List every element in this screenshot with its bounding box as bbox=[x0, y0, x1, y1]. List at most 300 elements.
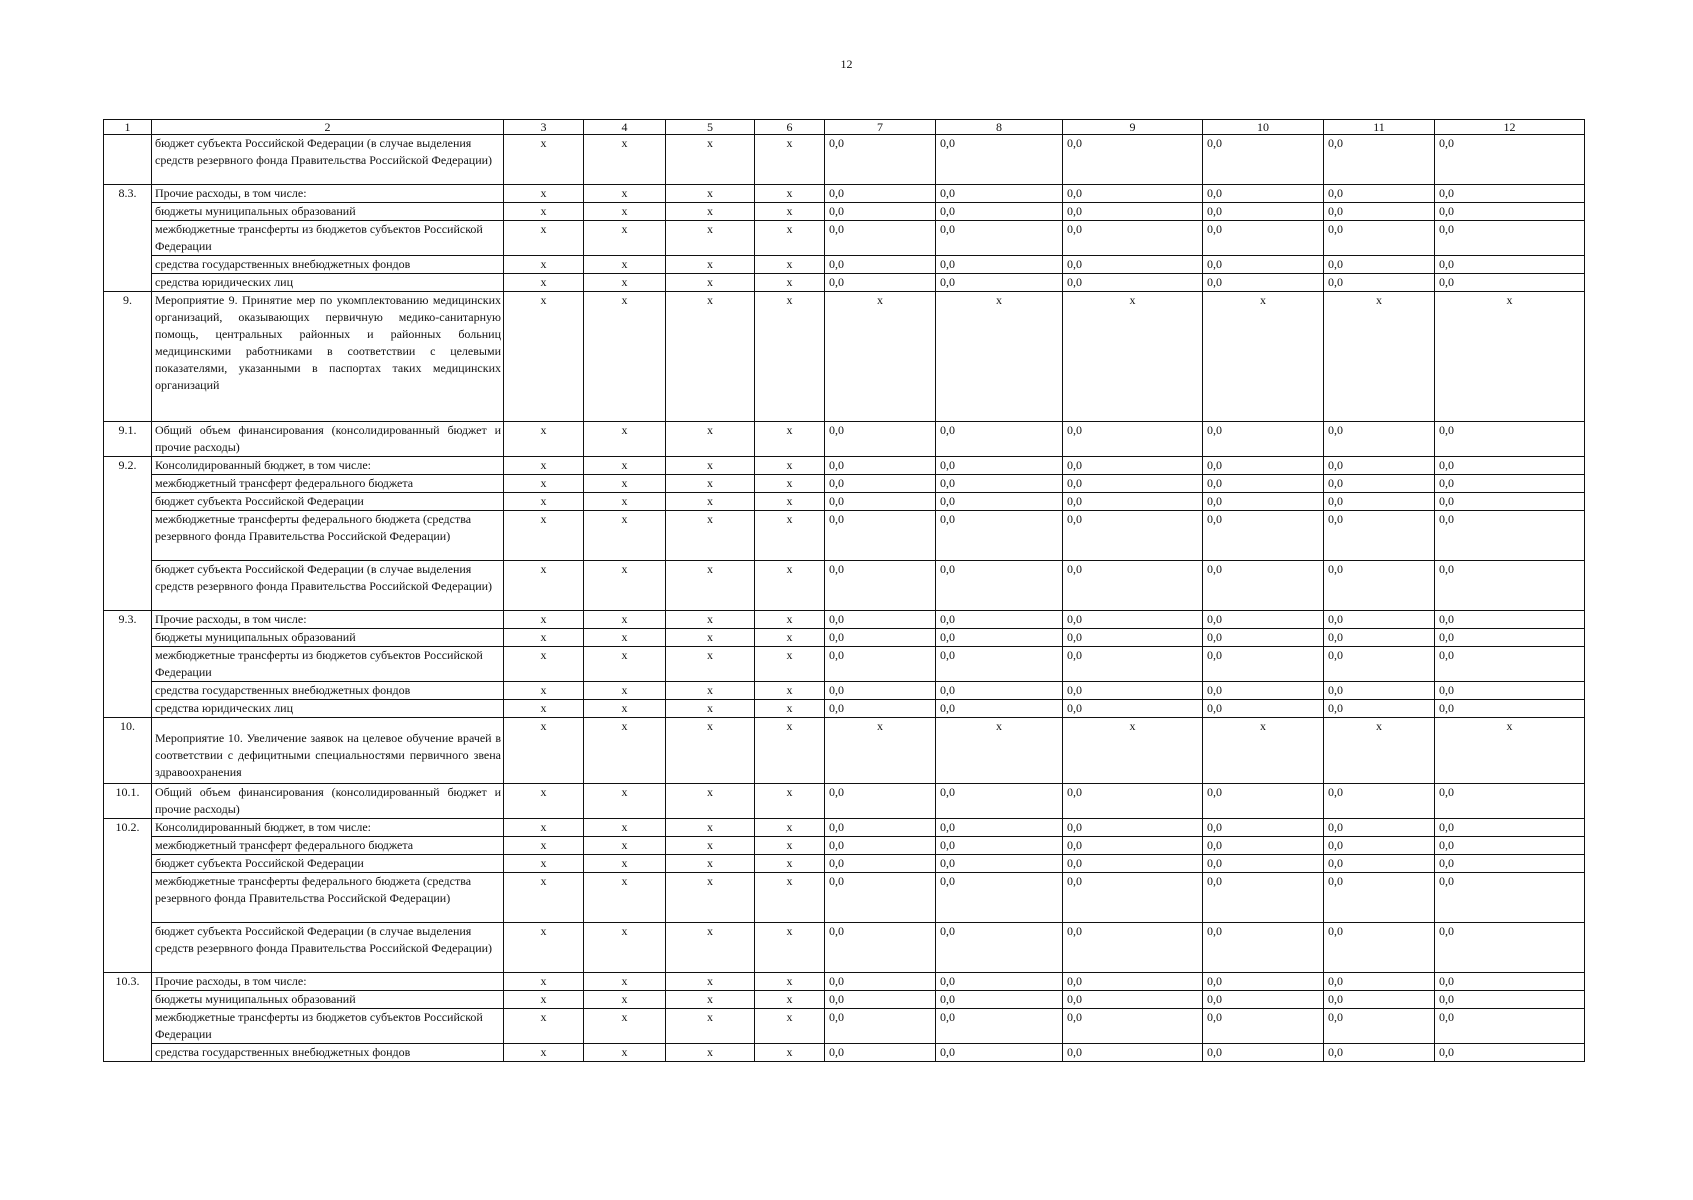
value-cell-col-3: x bbox=[504, 647, 584, 682]
value-cell-col-12: 0,0 bbox=[1435, 1044, 1585, 1062]
value-cell-col-6: x bbox=[755, 1009, 825, 1044]
value-cell-col-6: x bbox=[755, 422, 825, 457]
value-cell-col-10: 0,0 bbox=[1203, 1009, 1324, 1044]
value-cell-col-10: 0,0 bbox=[1203, 422, 1324, 457]
value-cell-col-11: 0,0 bbox=[1324, 647, 1435, 682]
row-description: межбюджетный трансферт федерального бюджета bbox=[152, 475, 504, 493]
value-cell-col-3: x bbox=[504, 629, 584, 647]
value-cell-col-10: 0,0 bbox=[1203, 256, 1324, 274]
value-cell-col-4: x bbox=[584, 819, 666, 837]
table-row bbox=[104, 647, 1585, 682]
value-cell-col-7: 0,0 bbox=[825, 991, 936, 1009]
value-cell-col-3: x bbox=[504, 185, 584, 203]
value-cell-col-8: 0,0 bbox=[936, 682, 1063, 700]
value-cell-col-8: 0,0 bbox=[936, 784, 1063, 819]
value-cell-col-9: 0,0 bbox=[1063, 784, 1203, 819]
value-cell-col-12: 0,0 bbox=[1435, 256, 1585, 274]
value-cell-col-12: 0,0 bbox=[1435, 611, 1585, 629]
value-cell-col-5: x bbox=[666, 923, 755, 973]
value-cell-col-7: 0,0 bbox=[825, 682, 936, 700]
value-cell-col-12: 0,0 bbox=[1435, 185, 1585, 203]
row-description: Мероприятие 9. Принятие мер по укомплектованию медицинских организаций, оказывающих первичную медико-санитарную помощь, центральных районных и районных больниц медицинскими работниками в соответствии с целевыми показателями, указанными в паспортах таких медицинских организаций bbox=[152, 292, 504, 422]
value-cell-col-3: x bbox=[504, 292, 584, 422]
value-cell-col-10: 0,0 bbox=[1203, 221, 1324, 256]
value-cell-col-12: x bbox=[1435, 718, 1585, 784]
value-cell-col-8: 0,0 bbox=[936, 135, 1063, 185]
value-cell-col-9: 0,0 bbox=[1063, 819, 1203, 837]
value-cell-col-10: 0,0 bbox=[1203, 647, 1324, 682]
value-cell-col-6: x bbox=[755, 973, 825, 991]
value-cell-col-6: x bbox=[755, 292, 825, 422]
value-cell-col-3: x bbox=[504, 203, 584, 221]
value-cell-col-4: x bbox=[584, 855, 666, 873]
value-cell-col-10: 0,0 bbox=[1203, 185, 1324, 203]
value-cell-col-4: x bbox=[584, 647, 666, 682]
value-cell-col-7: 0,0 bbox=[825, 493, 936, 511]
value-cell-col-9: x bbox=[1063, 292, 1203, 422]
row-number: 9.1. bbox=[104, 422, 152, 457]
value-cell-col-8: x bbox=[936, 292, 1063, 422]
value-cell-col-10: 0,0 bbox=[1203, 991, 1324, 1009]
value-cell-col-6: x bbox=[755, 923, 825, 973]
value-cell-col-7: 0,0 bbox=[825, 185, 936, 203]
row-description: бюджеты муниципальных образований bbox=[152, 991, 504, 1009]
value-cell-col-7: 0,0 bbox=[825, 647, 936, 682]
value-cell-col-11: 0,0 bbox=[1324, 256, 1435, 274]
value-cell-col-11: 0,0 bbox=[1324, 682, 1435, 700]
value-cell-col-11: x bbox=[1324, 718, 1435, 784]
value-cell-col-9: 0,0 bbox=[1063, 185, 1203, 203]
value-cell-col-3: x bbox=[504, 700, 584, 718]
value-cell-col-3: x bbox=[504, 784, 584, 819]
value-cell-col-11: 0,0 bbox=[1324, 784, 1435, 819]
value-cell-col-12: 0,0 bbox=[1435, 561, 1585, 611]
value-cell-col-6: x bbox=[755, 493, 825, 511]
value-cell-col-3: x bbox=[504, 422, 584, 457]
value-cell-col-11: 0,0 bbox=[1324, 274, 1435, 292]
table-row bbox=[104, 561, 1585, 611]
value-cell-col-5: x bbox=[666, 700, 755, 718]
value-cell-col-9: 0,0 bbox=[1063, 837, 1203, 855]
value-cell-col-5: x bbox=[666, 475, 755, 493]
table-row bbox=[104, 855, 1585, 873]
value-cell-col-4: x bbox=[584, 475, 666, 493]
value-cell-col-3: x bbox=[504, 819, 584, 837]
value-cell-col-8: 0,0 bbox=[936, 422, 1063, 457]
value-cell-col-10: 0,0 bbox=[1203, 475, 1324, 493]
row-description: Мероприятие 10. Увеличение заявок на целевое обучение врачей в соответствии с дефицитными специальностями первичного звена здравоохранения bbox=[152, 718, 504, 784]
value-cell-col-7: 0,0 bbox=[825, 457, 936, 475]
value-cell-col-5: x bbox=[666, 493, 755, 511]
column-header-4: 4 bbox=[584, 120, 666, 135]
value-cell-col-7: 0,0 bbox=[825, 511, 936, 561]
row-description: межбюджетные трансферты из бюджетов субъектов Российской Федерации bbox=[152, 1009, 504, 1044]
value-cell-col-9: 0,0 bbox=[1063, 493, 1203, 511]
value-cell-col-9: 0,0 bbox=[1063, 561, 1203, 611]
row-description: средства государственных внебюджетных фондов bbox=[152, 1044, 504, 1062]
row-description: средства государственных внебюджетных фондов bbox=[152, 256, 504, 274]
table-row bbox=[104, 923, 1585, 973]
value-cell-col-10: 0,0 bbox=[1203, 973, 1324, 991]
value-cell-col-4: x bbox=[584, 923, 666, 973]
value-cell-col-7: 0,0 bbox=[825, 422, 936, 457]
value-cell-col-11: 0,0 bbox=[1324, 700, 1435, 718]
value-cell-col-8: 0,0 bbox=[936, 256, 1063, 274]
value-cell-col-6: x bbox=[755, 457, 825, 475]
table-row bbox=[104, 457, 1585, 475]
value-cell-col-4: x bbox=[584, 511, 666, 561]
value-cell-col-11: 0,0 bbox=[1324, 422, 1435, 457]
value-cell-col-9: 0,0 bbox=[1063, 923, 1203, 973]
value-cell-col-7: 0,0 bbox=[825, 1009, 936, 1044]
value-cell-col-12: x bbox=[1435, 292, 1585, 422]
value-cell-col-10: 0,0 bbox=[1203, 1044, 1324, 1062]
value-cell-col-11: 0,0 bbox=[1324, 457, 1435, 475]
value-cell-col-4: x bbox=[584, 256, 666, 274]
value-cell-col-6: x bbox=[755, 647, 825, 682]
row-description: межбюджетные трансферты федерального бюджета (средства резервного фонда Правительства Российской Федерации) bbox=[152, 873, 504, 923]
column-header-8: 8 bbox=[936, 120, 1063, 135]
column-header-5: 5 bbox=[666, 120, 755, 135]
value-cell-col-4: x bbox=[584, 292, 666, 422]
value-cell-col-7: 0,0 bbox=[825, 135, 936, 185]
value-cell-col-11: 0,0 bbox=[1324, 493, 1435, 511]
value-cell-col-11: 0,0 bbox=[1324, 991, 1435, 1009]
row-description: Прочие расходы, в том числе: bbox=[152, 185, 504, 203]
column-header-1: 1 bbox=[104, 120, 152, 135]
value-cell-col-3: x bbox=[504, 457, 584, 475]
value-cell-col-4: x bbox=[584, 221, 666, 256]
value-cell-col-3: x bbox=[504, 221, 584, 256]
value-cell-col-10: 0,0 bbox=[1203, 855, 1324, 873]
value-cell-col-9: 0,0 bbox=[1063, 1009, 1203, 1044]
value-cell-col-5: x bbox=[666, 991, 755, 1009]
value-cell-col-11: 0,0 bbox=[1324, 1009, 1435, 1044]
value-cell-col-3: x bbox=[504, 561, 584, 611]
value-cell-col-9: 0,0 bbox=[1063, 855, 1203, 873]
value-cell-col-7: 0,0 bbox=[825, 784, 936, 819]
value-cell-col-10: 0,0 bbox=[1203, 784, 1324, 819]
value-cell-col-5: x bbox=[666, 256, 755, 274]
value-cell-col-6: x bbox=[755, 682, 825, 700]
value-cell-col-9: 0,0 bbox=[1063, 611, 1203, 629]
value-cell-col-5: x bbox=[666, 274, 755, 292]
row-description: Прочие расходы, в том числе: bbox=[152, 973, 504, 991]
column-header-9: 9 bbox=[1063, 120, 1203, 135]
value-cell-col-3: x bbox=[504, 611, 584, 629]
value-cell-col-4: x bbox=[584, 718, 666, 784]
value-cell-col-3: x bbox=[504, 991, 584, 1009]
value-cell-col-4: x bbox=[584, 682, 666, 700]
table-row bbox=[104, 1044, 1585, 1062]
value-cell-col-8: 0,0 bbox=[936, 274, 1063, 292]
table-body bbox=[104, 135, 1585, 1062]
value-cell-col-4: x bbox=[584, 135, 666, 185]
row-description: бюджет субъекта Российской Федерации (в случае выделения средств резервного фонда Правительства Российской Федерации) bbox=[152, 923, 504, 973]
value-cell-col-9: x bbox=[1063, 718, 1203, 784]
value-cell-col-5: x bbox=[666, 819, 755, 837]
value-cell-col-3: x bbox=[504, 475, 584, 493]
value-cell-col-6: x bbox=[755, 700, 825, 718]
value-cell-col-4: x bbox=[584, 457, 666, 475]
value-cell-col-7: 0,0 bbox=[825, 923, 936, 973]
value-cell-col-7: 0,0 bbox=[825, 837, 936, 855]
table-row bbox=[104, 185, 1585, 203]
value-cell-col-6: x bbox=[755, 837, 825, 855]
value-cell-col-4: x bbox=[584, 784, 666, 819]
value-cell-col-9: 0,0 bbox=[1063, 629, 1203, 647]
value-cell-col-9: 0,0 bbox=[1063, 873, 1203, 923]
value-cell-col-10: 0,0 bbox=[1203, 135, 1324, 185]
value-cell-col-8: 0,0 bbox=[936, 203, 1063, 221]
value-cell-col-6: x bbox=[755, 855, 825, 873]
value-cell-col-4: x bbox=[584, 185, 666, 203]
value-cell-col-8: 0,0 bbox=[936, 629, 1063, 647]
row-description: Консолидированный бюджет, в том числе: bbox=[152, 819, 504, 837]
value-cell-col-6: x bbox=[755, 629, 825, 647]
value-cell-col-9: 0,0 bbox=[1063, 973, 1203, 991]
value-cell-col-9: 0,0 bbox=[1063, 422, 1203, 457]
value-cell-col-5: x bbox=[666, 292, 755, 422]
value-cell-col-8: 0,0 bbox=[936, 855, 1063, 873]
value-cell-col-12: 0,0 bbox=[1435, 837, 1585, 855]
value-cell-col-12: 0,0 bbox=[1435, 457, 1585, 475]
value-cell-col-7: 0,0 bbox=[825, 819, 936, 837]
column-header-3: 3 bbox=[504, 120, 584, 135]
row-description: межбюджетные трансферты федерального бюджета (средства резервного фонда Правительства Российской Федерации) bbox=[152, 511, 504, 561]
value-cell-col-8: 0,0 bbox=[936, 700, 1063, 718]
value-cell-col-12: 0,0 bbox=[1435, 682, 1585, 700]
budget-table-container bbox=[103, 119, 1585, 1062]
value-cell-col-6: x bbox=[755, 819, 825, 837]
value-cell-col-6: x bbox=[755, 475, 825, 493]
value-cell-col-6: x bbox=[755, 274, 825, 292]
row-number: 9. bbox=[104, 292, 152, 422]
column-header-7: 7 bbox=[825, 120, 936, 135]
value-cell-col-11: 0,0 bbox=[1324, 611, 1435, 629]
table-row bbox=[104, 475, 1585, 493]
value-cell-col-4: x bbox=[584, 422, 666, 457]
row-number bbox=[104, 135, 152, 185]
value-cell-col-11: 0,0 bbox=[1324, 203, 1435, 221]
value-cell-col-5: x bbox=[666, 611, 755, 629]
value-cell-col-5: x bbox=[666, 784, 755, 819]
value-cell-col-11: 0,0 bbox=[1324, 475, 1435, 493]
value-cell-col-11: x bbox=[1324, 292, 1435, 422]
value-cell-col-9: 0,0 bbox=[1063, 647, 1203, 682]
table-row bbox=[104, 682, 1585, 700]
value-cell-col-11: 0,0 bbox=[1324, 1044, 1435, 1062]
value-cell-col-8: 0,0 bbox=[936, 561, 1063, 611]
value-cell-col-6: x bbox=[755, 511, 825, 561]
value-cell-col-8: 0,0 bbox=[936, 511, 1063, 561]
table-row bbox=[104, 203, 1585, 221]
value-cell-col-8: 0,0 bbox=[936, 647, 1063, 682]
value-cell-col-11: 0,0 bbox=[1324, 511, 1435, 561]
value-cell-col-10: 0,0 bbox=[1203, 561, 1324, 611]
value-cell-col-10: 0,0 bbox=[1203, 611, 1324, 629]
table-row bbox=[104, 135, 1585, 185]
value-cell-col-12: 0,0 bbox=[1435, 991, 1585, 1009]
value-cell-col-4: x bbox=[584, 1009, 666, 1044]
value-cell-col-4: x bbox=[584, 203, 666, 221]
row-number: 10.1. bbox=[104, 784, 152, 819]
table-row bbox=[104, 1009, 1585, 1044]
value-cell-col-8: 0,0 bbox=[936, 475, 1063, 493]
value-cell-col-12: 0,0 bbox=[1435, 1009, 1585, 1044]
value-cell-col-7: 0,0 bbox=[825, 855, 936, 873]
value-cell-col-6: x bbox=[755, 561, 825, 611]
value-cell-col-11: 0,0 bbox=[1324, 973, 1435, 991]
table-row bbox=[104, 511, 1585, 561]
value-cell-col-12: 0,0 bbox=[1435, 973, 1585, 991]
value-cell-col-10: 0,0 bbox=[1203, 493, 1324, 511]
value-cell-col-5: x bbox=[666, 718, 755, 784]
value-cell-col-10: x bbox=[1203, 718, 1324, 784]
value-cell-col-10: 0,0 bbox=[1203, 274, 1324, 292]
value-cell-col-9: 0,0 bbox=[1063, 1044, 1203, 1062]
column-header-10: 10 bbox=[1203, 120, 1324, 135]
value-cell-col-3: x bbox=[504, 855, 584, 873]
value-cell-col-3: x bbox=[504, 718, 584, 784]
value-cell-col-5: x bbox=[666, 203, 755, 221]
value-cell-col-3: x bbox=[504, 837, 584, 855]
value-cell-col-4: x bbox=[584, 274, 666, 292]
value-cell-col-6: x bbox=[755, 256, 825, 274]
value-cell-col-7: 0,0 bbox=[825, 561, 936, 611]
value-cell-col-3: x bbox=[504, 973, 584, 991]
value-cell-col-8: 0,0 bbox=[936, 493, 1063, 511]
value-cell-col-11: 0,0 bbox=[1324, 855, 1435, 873]
value-cell-col-9: 0,0 bbox=[1063, 511, 1203, 561]
value-cell-col-12: 0,0 bbox=[1435, 493, 1585, 511]
value-cell-col-10: x bbox=[1203, 292, 1324, 422]
row-description: бюджеты муниципальных образований bbox=[152, 203, 504, 221]
value-cell-col-11: 0,0 bbox=[1324, 185, 1435, 203]
value-cell-col-8: 0,0 bbox=[936, 457, 1063, 475]
value-cell-col-10: 0,0 bbox=[1203, 457, 1324, 475]
table-row bbox=[104, 221, 1585, 256]
value-cell-col-7: 0,0 bbox=[825, 873, 936, 923]
value-cell-col-3: x bbox=[504, 256, 584, 274]
table-row bbox=[104, 784, 1585, 819]
value-cell-col-3: x bbox=[504, 873, 584, 923]
table-row bbox=[104, 292, 1585, 422]
column-header-2: 2 bbox=[152, 120, 504, 135]
value-cell-col-5: x bbox=[666, 855, 755, 873]
value-cell-col-12: 0,0 bbox=[1435, 629, 1585, 647]
value-cell-col-5: x bbox=[666, 629, 755, 647]
value-cell-col-12: 0,0 bbox=[1435, 203, 1585, 221]
value-cell-col-12: 0,0 bbox=[1435, 274, 1585, 292]
row-number: 8.3. bbox=[104, 185, 152, 292]
value-cell-col-7: x bbox=[825, 718, 936, 784]
value-cell-col-10: 0,0 bbox=[1203, 511, 1324, 561]
table-row bbox=[104, 422, 1585, 457]
value-cell-col-3: x bbox=[504, 923, 584, 973]
value-cell-col-9: 0,0 bbox=[1063, 135, 1203, 185]
table-row bbox=[104, 718, 1585, 784]
value-cell-col-5: x bbox=[666, 135, 755, 185]
row-description: средства юридических лиц bbox=[152, 700, 504, 718]
value-cell-col-12: 0,0 bbox=[1435, 422, 1585, 457]
value-cell-col-8: 0,0 bbox=[936, 837, 1063, 855]
value-cell-col-4: x bbox=[584, 700, 666, 718]
value-cell-col-6: x bbox=[755, 185, 825, 203]
value-cell-col-7: 0,0 bbox=[825, 203, 936, 221]
value-cell-col-5: x bbox=[666, 1009, 755, 1044]
value-cell-col-10: 0,0 bbox=[1203, 873, 1324, 923]
value-cell-col-7: x bbox=[825, 292, 936, 422]
row-description: межбюджетный трансферт федерального бюджета bbox=[152, 837, 504, 855]
value-cell-col-5: x bbox=[666, 973, 755, 991]
value-cell-col-10: 0,0 bbox=[1203, 629, 1324, 647]
value-cell-col-3: x bbox=[504, 135, 584, 185]
table-row bbox=[104, 611, 1585, 629]
value-cell-col-7: 0,0 bbox=[825, 611, 936, 629]
value-cell-col-5: x bbox=[666, 647, 755, 682]
value-cell-col-7: 0,0 bbox=[825, 700, 936, 718]
value-cell-col-12: 0,0 bbox=[1435, 855, 1585, 873]
table-row bbox=[104, 973, 1585, 991]
value-cell-col-6: x bbox=[755, 611, 825, 629]
row-number: 9.2. bbox=[104, 457, 152, 611]
value-cell-col-5: x bbox=[666, 837, 755, 855]
row-description: средства юридических лиц bbox=[152, 274, 504, 292]
value-cell-col-10: 0,0 bbox=[1203, 837, 1324, 855]
value-cell-col-11: 0,0 bbox=[1324, 837, 1435, 855]
value-cell-col-3: x bbox=[504, 682, 584, 700]
value-cell-col-8: 0,0 bbox=[936, 611, 1063, 629]
value-cell-col-9: 0,0 bbox=[1063, 475, 1203, 493]
table-row bbox=[104, 629, 1585, 647]
table-row bbox=[104, 700, 1585, 718]
value-cell-col-8: x bbox=[936, 718, 1063, 784]
row-description: бюджет субъекта Российской Федерации bbox=[152, 493, 504, 511]
value-cell-col-7: 0,0 bbox=[825, 629, 936, 647]
value-cell-col-5: x bbox=[666, 511, 755, 561]
value-cell-col-12: 0,0 bbox=[1435, 475, 1585, 493]
column-header-11: 11 bbox=[1324, 120, 1435, 135]
value-cell-col-12: 0,0 bbox=[1435, 700, 1585, 718]
value-cell-col-12: 0,0 bbox=[1435, 923, 1585, 973]
value-cell-col-3: x bbox=[504, 1044, 584, 1062]
value-cell-col-4: x bbox=[584, 973, 666, 991]
row-description: межбюджетные трансферты из бюджетов субъектов Российской Федерации bbox=[152, 647, 504, 682]
value-cell-col-8: 0,0 bbox=[936, 221, 1063, 256]
value-cell-col-10: 0,0 bbox=[1203, 203, 1324, 221]
row-description: Прочие расходы, в том числе: bbox=[152, 611, 504, 629]
value-cell-col-5: x bbox=[666, 422, 755, 457]
row-description: средства государственных внебюджетных фондов bbox=[152, 682, 504, 700]
value-cell-col-5: x bbox=[666, 185, 755, 203]
row-description: бюджеты муниципальных образований bbox=[152, 629, 504, 647]
value-cell-col-8: 0,0 bbox=[936, 185, 1063, 203]
value-cell-col-8: 0,0 bbox=[936, 973, 1063, 991]
value-cell-col-5: x bbox=[666, 457, 755, 475]
value-cell-col-4: x bbox=[584, 873, 666, 923]
table-row bbox=[104, 873, 1585, 923]
value-cell-col-10: 0,0 bbox=[1203, 819, 1324, 837]
value-cell-col-7: 0,0 bbox=[825, 973, 936, 991]
value-cell-col-4: x bbox=[584, 1044, 666, 1062]
value-cell-col-12: 0,0 bbox=[1435, 819, 1585, 837]
value-cell-col-8: 0,0 bbox=[936, 873, 1063, 923]
value-cell-col-8: 0,0 bbox=[936, 1009, 1063, 1044]
value-cell-col-11: 0,0 bbox=[1324, 819, 1435, 837]
row-description: Консолидированный бюджет, в том числе: bbox=[152, 457, 504, 475]
value-cell-col-3: x bbox=[504, 1009, 584, 1044]
